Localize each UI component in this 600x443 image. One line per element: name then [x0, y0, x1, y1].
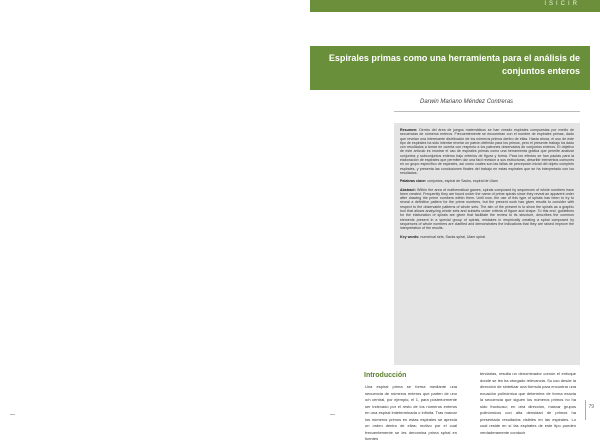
intro-left-column: Una espiral prima se forma mediante una secuencia de números enteros que parten de uno o/n central, por ejemplo, el 1, para posteriormente ser indexado por el resto de los números enteros en una espiral indeterminada o infinita. Tras marcar los números primos en estas espirales se aprecia un orden dentro de ellas; motivo por el cual frecuentemente se les denomina prima spiral en fuentes — [365, 384, 457, 441]
palabras-clave-paragraph — [400, 179, 574, 183]
abstract-paragraph — [400, 188, 574, 231]
abstract-text: Within the area of mathematical games, spirals composed by sequences of whole numbers have been created. Frequently they are found under the name of prime spirals since they reveal an apparent order after drawing the prime numbers within them. Until now, the use of this type of spirals has been to try to reveal a definitive pattern for the prime numbers, but the present work has given results to consider with respect to the observable patterns of whole sets. The aim of the present is to show the spirals as a graphic tool that allows analyzing whole sets and subsets under criteria of figure and shape. To this end, guidelines for the elaboration of spirals are given that facilitate the review to its structure, describes the common elements present in a special group of spirals, mistakes in empirically creating a spiral composed by sequences of whole numbers are clarified and demonstrates the indications that they are raised improve the interpretation of the results. — [400, 187, 574, 231]
crop-mark-center — [330, 414, 335, 415]
palabras-clave-text: conjuntos, espiral de Sacks, espiral de Ulam — [427, 179, 498, 184]
divider-top — [394, 111, 580, 112]
title-band — [310, 46, 590, 90]
keywords-text: numerical sets, Sacks spiral, Ulam spiral. — [420, 234, 486, 239]
author-name: Darwin Mariano Méndez Contreras — [420, 99, 514, 105]
keywords-paragraph — [400, 235, 574, 239]
page-number: 79 — [588, 404, 594, 410]
resumen-paragraph — [400, 128, 574, 175]
resumen-label: Resumen: — [400, 128, 418, 132]
intro-right-column: terciarias, resulta un denominador común el enfoque donde se les ha otorgado relevancia. Su uso desde la dirección de sintetizar una fórmula para encontrar una ecuación polinómica que determine de forma exacta la secuencia que siguen los números primos no ha sido fructuoso; en otra dirección, marcar grupos polinómicos con alta densidad de primos ha presentado resultados visibles en las espirales. Lo cual reside en sí las espirales de este tipo pueden verdaderamente conducir — [480, 371, 576, 435]
resumen-text: Dentro del área de juegos matemáticos se han creado espirales compuestas por medio de secuencias de números enteros. Frecuentemente se encuentran con el nombre de espirales primas, dado que revelan una interesante distribución de los números primos dentro de ellas. Hasta ahora, el uso de este tipo de espirales ha sido intentar revelar un patrón definido para los primos, pero el presente trabajo ha dado con resultados a tomar en cuenta con respecto a los patrones observados de conjuntos enteros. El objetivo de este artículo es mostrar el uso de espirales primas como una herramienta gráfica que permite analizar conjuntos y subconjuntos enteros bajo criterios de figura y forma. Para los efectos se han pautas para la elaboración de espirales que permiten dar una facil revision a sus estructuras, describir elementos comunes en un grupo específico de espirales, así como cuáles son las fallas de percepción inicial del objeto completo espirales, y presenta las conclusiones finales del trabajo en estas espirales que se ha interpretado con los resultados. — [400, 128, 574, 175]
page-number-bar — [585, 400, 586, 420]
article-title: Espirales primas como una herramienta para el análisis de conjuntos enteros — [328, 53, 580, 76]
abstract-box — [394, 123, 580, 365]
intro-heading: Introducción — [364, 372, 407, 379]
keywords-label: Key words: — [400, 234, 420, 239]
section-label: ISICIR — [544, 1, 580, 7]
section-header-bar — [310, 0, 600, 12]
palabras-clave-label: Palabras clave: — [400, 179, 427, 184]
abstract-label: Abstract: — [400, 187, 416, 192]
crop-mark-left — [10, 414, 15, 415]
